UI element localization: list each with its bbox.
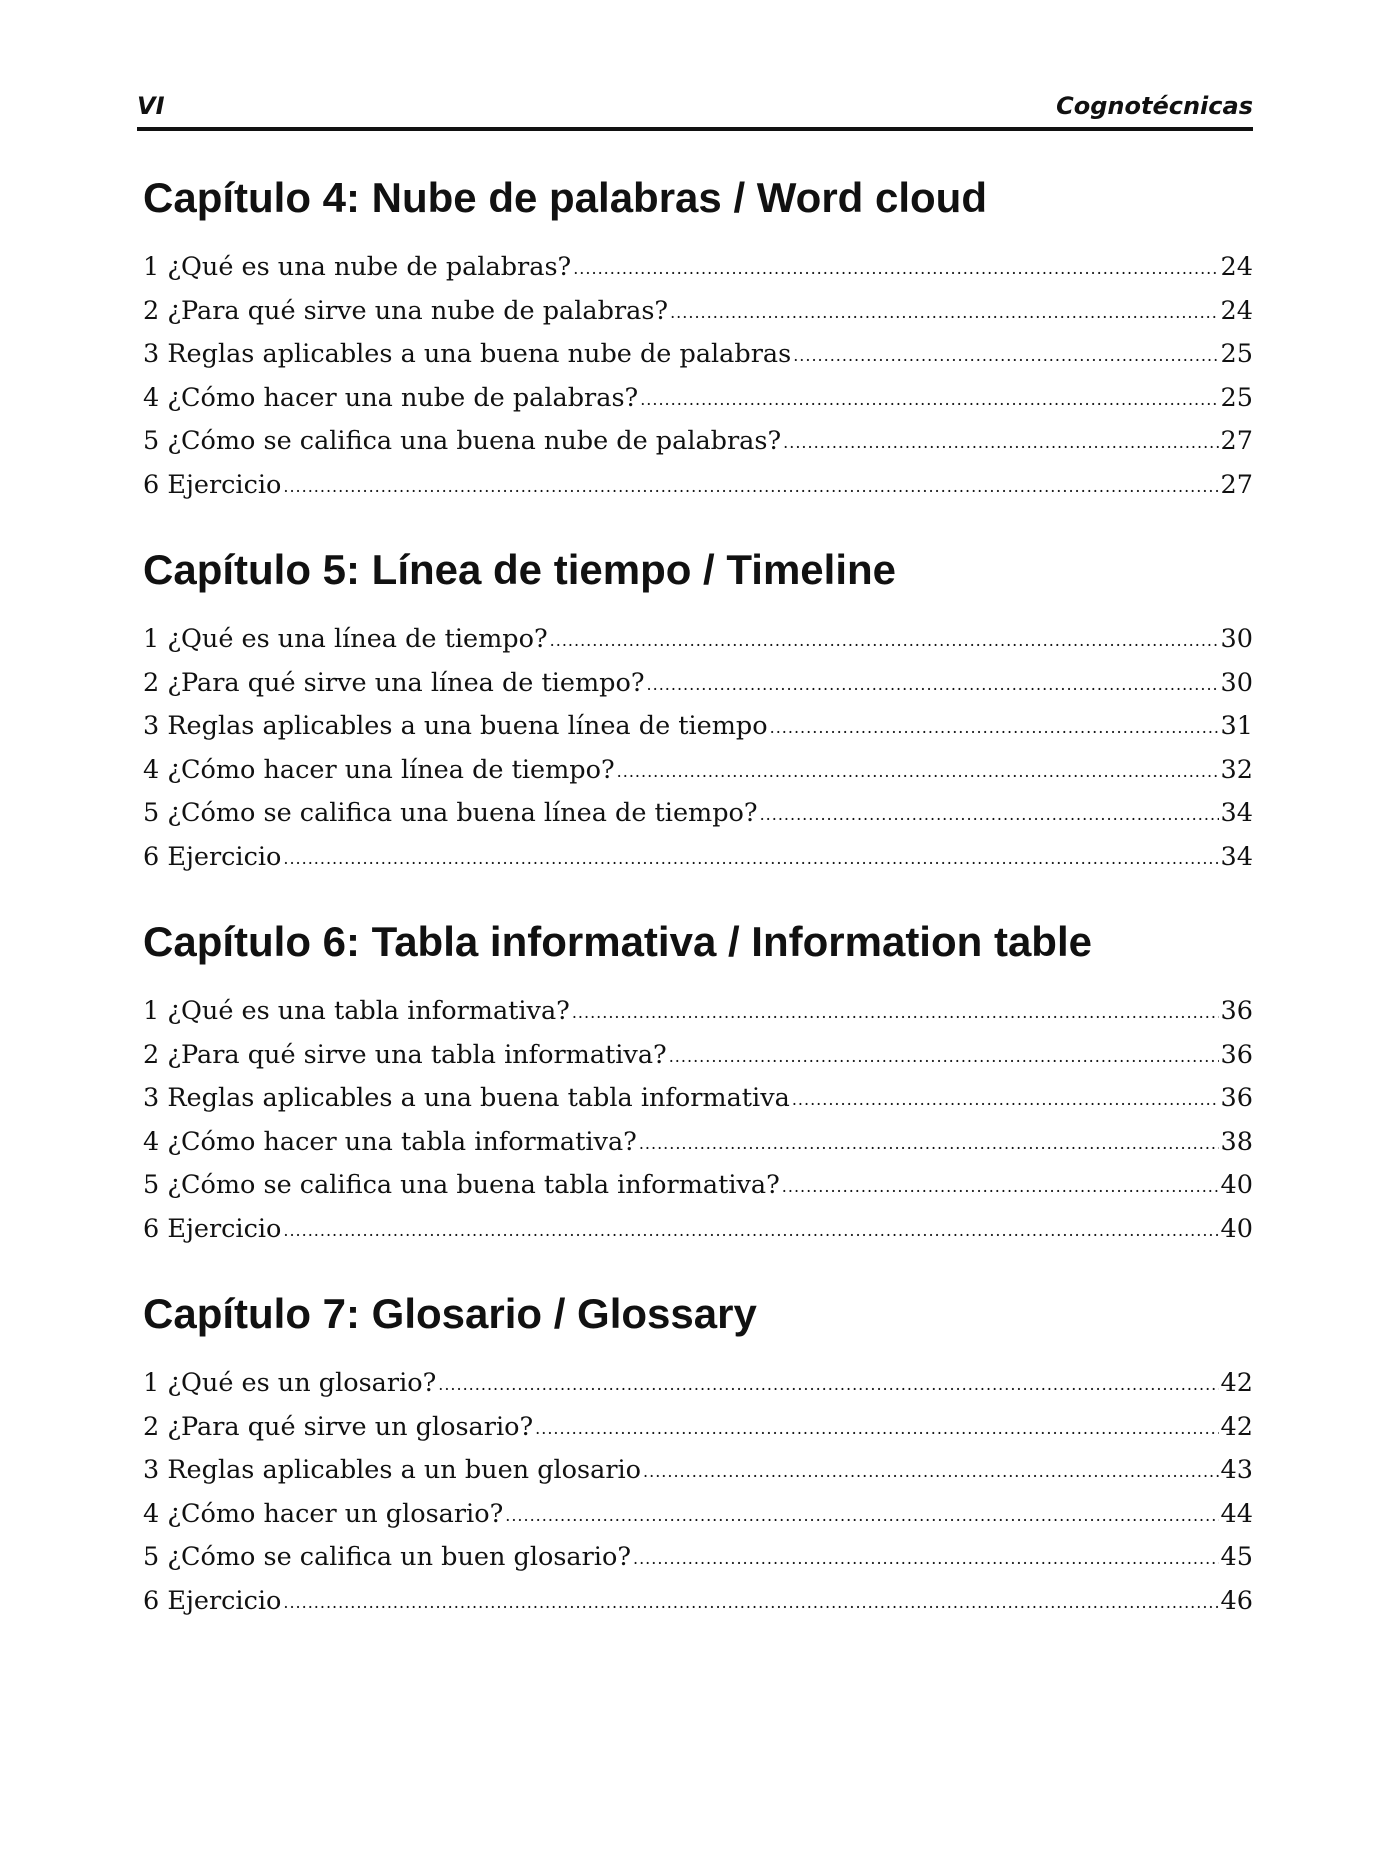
entry-page-number: 31 <box>1220 711 1253 741</box>
toc-entry[interactable] <box>143 377 1253 421</box>
toc-entry[interactable] <box>143 246 1253 290</box>
dot-leader <box>640 378 1218 422</box>
entry-page-number: 32 <box>1220 754 1253 785</box>
dot-leader <box>633 1537 1219 1581</box>
toc-chapter-7 <box>143 1288 1253 1623</box>
entry-text: 6 Ejercicio <box>143 469 282 500</box>
toc-entry[interactable] <box>143 1034 1253 1078</box>
toc-entry[interactable] <box>143 420 1253 464</box>
toc-entry[interactable] <box>143 990 1253 1034</box>
toc-entry[interactable] <box>143 1208 1253 1252</box>
dot-leader <box>572 991 1219 1035</box>
entry-page-number: 36 <box>1220 1083 1253 1113</box>
entry-text: 6 Ejercicio <box>143 841 282 872</box>
dot-leader <box>670 291 1218 335</box>
page-number: VI <box>137 92 165 120</box>
dot-leader <box>793 334 1218 378</box>
entry-text: 4 ¿Cómo hacer una nube de palabras? <box>143 382 639 413</box>
dot-leader <box>573 247 1218 291</box>
entry-text: 5 ¿Cómo se califica una buena tabla informativa? <box>143 1170 780 1200</box>
entry-page-number: 38 <box>1220 1126 1253 1157</box>
entry-text: 5 ¿Cómo se califica una buena nube de palabras? <box>143 426 782 456</box>
entry-page-number: 34 <box>1220 798 1253 828</box>
toc-entry[interactable] <box>143 1077 1253 1121</box>
toc-chapter-4 <box>143 172 1253 507</box>
entry-page-number: 34 <box>1220 841 1253 872</box>
entry-text: 3 Reglas aplicables a una buena nube de palabras <box>143 339 792 369</box>
toc-entry[interactable] <box>143 705 1253 749</box>
entry-text: 2 ¿Para qué sirve una línea de tiempo? <box>143 667 645 698</box>
entry-page-number: 46 <box>1220 1585 1253 1616</box>
dot-leader <box>617 750 1219 794</box>
dot-leader <box>782 1165 1219 1209</box>
dot-leader <box>283 1209 1218 1253</box>
entry-text: 2 ¿Para qué sirve una nube de palabras? <box>143 295 669 326</box>
toc-entry[interactable] <box>143 1406 1253 1450</box>
dot-leader <box>760 793 1219 837</box>
toc-entry[interactable] <box>143 1449 1253 1493</box>
entry-page-number: 27 <box>1220 426 1253 456</box>
entry-text: 6 Ejercicio <box>143 1585 282 1616</box>
running-header <box>137 92 1253 124</box>
entry-page-number: 44 <box>1220 1498 1253 1529</box>
toc-chapter-6 <box>143 916 1253 1251</box>
dot-leader <box>283 465 1218 509</box>
chapter-title: Capítulo 6: Tabla informativa / Information table <box>143 918 1092 965</box>
entry-page-number: 40 <box>1220 1213 1253 1244</box>
toc-entry[interactable] <box>143 618 1253 662</box>
dot-leader <box>647 663 1219 707</box>
entry-text: 5 ¿Cómo se califica un buen glosario? <box>143 1542 631 1572</box>
toc-entry[interactable] <box>143 1580 1253 1624</box>
entry-text: 1 ¿Qué es una nube de palabras? <box>143 252 572 282</box>
dot-leader <box>643 1450 1219 1494</box>
entry-page-number: 42 <box>1220 1411 1253 1442</box>
toc-entry[interactable] <box>143 1536 1253 1580</box>
entry-page-number: 25 <box>1220 339 1253 369</box>
toc-entry[interactable] <box>143 1121 1253 1165</box>
entry-text: 5 ¿Cómo se califica una buena línea de tiempo? <box>143 798 758 828</box>
header-divider <box>137 127 1253 131</box>
entry-text: 3 Reglas aplicables a una buena línea de tiempo <box>143 711 768 741</box>
entry-text: 4 ¿Cómo hacer una tabla informativa? <box>143 1126 637 1157</box>
dot-leader <box>283 837 1218 881</box>
entry-page-number: 45 <box>1220 1542 1253 1572</box>
dot-leader <box>639 1122 1219 1166</box>
chapter-title: Capítulo 4: Nube de palabras / Word cloud <box>143 174 987 221</box>
entry-text: 1 ¿Qué es una línea de tiempo? <box>143 624 548 654</box>
book-title: Cognotécnicas <box>1056 92 1253 120</box>
entry-text: 4 ¿Cómo hacer una línea de tiempo? <box>143 754 615 785</box>
entry-text: 4 ¿Cómo hacer un glosario? <box>143 1498 504 1529</box>
entry-text: 2 ¿Para qué sirve un glosario? <box>143 1411 534 1442</box>
toc-entry[interactable] <box>143 662 1253 706</box>
entry-page-number: 24 <box>1220 295 1253 326</box>
dot-leader <box>283 1581 1218 1625</box>
entry-page-number: 30 <box>1220 667 1253 698</box>
toc-entry[interactable] <box>143 290 1253 334</box>
dot-leader <box>783 421 1218 465</box>
entry-page-number: 24 <box>1220 252 1253 282</box>
entry-page-number: 36 <box>1220 996 1253 1026</box>
toc-entry[interactable] <box>143 333 1253 377</box>
entry-text: 1 ¿Qué es una tabla informativa? <box>143 996 570 1026</box>
entry-page-number: 30 <box>1220 624 1253 654</box>
entry-page-number: 27 <box>1220 469 1253 500</box>
toc-entry[interactable] <box>143 1164 1253 1208</box>
dot-leader <box>792 1078 1219 1122</box>
dot-leader <box>535 1407 1218 1451</box>
entry-text: 3 Reglas aplicables a un buen glosario <box>143 1455 642 1485</box>
entry-text: 3 Reglas aplicables a una buena tabla informativa <box>143 1083 790 1113</box>
chapter-title: Capítulo 7: Glosario / Glossary <box>143 1290 757 1337</box>
entry-page-number: 43 <box>1220 1455 1253 1485</box>
dot-leader <box>550 619 1219 663</box>
chapter-title: Capítulo 5: Línea de tiempo / Timeline <box>143 546 897 593</box>
toc-entry[interactable] <box>143 1493 1253 1537</box>
dot-leader <box>770 706 1219 750</box>
dot-leader <box>669 1035 1219 1079</box>
dot-leader <box>505 1494 1218 1538</box>
toc-entry[interactable] <box>143 749 1253 793</box>
entry-page-number: 40 <box>1220 1170 1253 1200</box>
toc-entry[interactable] <box>143 1362 1253 1406</box>
dot-leader <box>438 1363 1218 1407</box>
entry-text: 1 ¿Qué es un glosario? <box>143 1368 437 1398</box>
entry-page-number: 25 <box>1220 382 1253 413</box>
toc-entry[interactable] <box>143 464 1253 508</box>
entry-page-number: 42 <box>1220 1368 1253 1398</box>
entry-text: 6 Ejercicio <box>143 1213 282 1244</box>
toc-chapter-5 <box>143 544 1253 879</box>
toc-entry[interactable] <box>143 792 1253 836</box>
toc-entry[interactable] <box>143 836 1253 880</box>
entry-text: 2 ¿Para qué sirve una tabla informativa? <box>143 1039 667 1070</box>
entry-page-number: 36 <box>1220 1039 1253 1070</box>
